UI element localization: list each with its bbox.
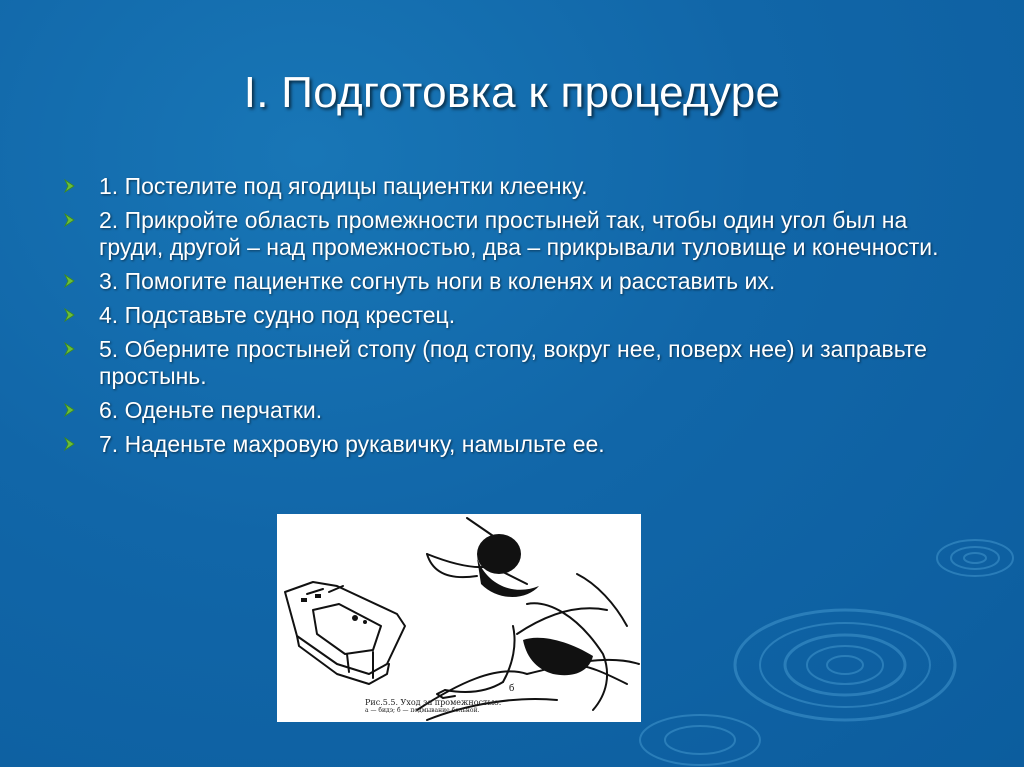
- list-item: [62, 173, 962, 200]
- list-item: [62, 268, 962, 295]
- list-item-text: 2. Прикройте область промежности простыней так, чтобы один угол был на груди, другой – над промежностью, два – прикрывали туловище и конечности.: [99, 207, 939, 260]
- chevron-right-icon: [62, 273, 78, 289]
- figure-caption: [365, 698, 565, 714]
- perineal-care-illustration: [277, 514, 641, 722]
- bullet-list: [62, 173, 962, 465]
- list-item-text: 1. Постелите под ягодицы пациентки клеенку.: [99, 173, 588, 199]
- figure-caption-line-2: а — бидэ; б — подмывание больной.: [365, 707, 480, 714]
- list-item: [62, 302, 962, 329]
- page-title: I. Подготовка к процедуре: [243, 68, 781, 117]
- list-item: [62, 207, 962, 261]
- list-item: [62, 431, 962, 458]
- list-item-text: 3. Помогите пациентке согнуть ноги в коленях и расставить их.: [99, 268, 776, 294]
- chevron-right-icon: [62, 178, 78, 194]
- chevron-right-icon: [62, 436, 78, 452]
- illustration-drawing: [277, 514, 641, 722]
- chevron-right-icon: [62, 341, 78, 357]
- list-item-text: 7. Наденьте махровую рукавичку, намыльте ее.: [99, 431, 605, 457]
- chevron-right-icon: [62, 212, 78, 228]
- list-item-text: 5. Оберните простыней стопу (под стопу, вокруг нее, поверх нее) и заправьте простынь.: [99, 336, 927, 389]
- figure-label-b: б: [509, 684, 515, 694]
- chevron-right-icon: [62, 307, 78, 323]
- chevron-right-icon: [62, 402, 78, 418]
- figure-caption-line-1: Рис.5.5. Уход за промежностью.: [365, 698, 502, 707]
- list-item-text: 4. Подставьте судно под крестец.: [99, 302, 456, 328]
- list-item: [62, 397, 962, 424]
- list-item: [62, 336, 962, 390]
- list-item-text: 6. Оденьте перчатки.: [99, 397, 323, 423]
